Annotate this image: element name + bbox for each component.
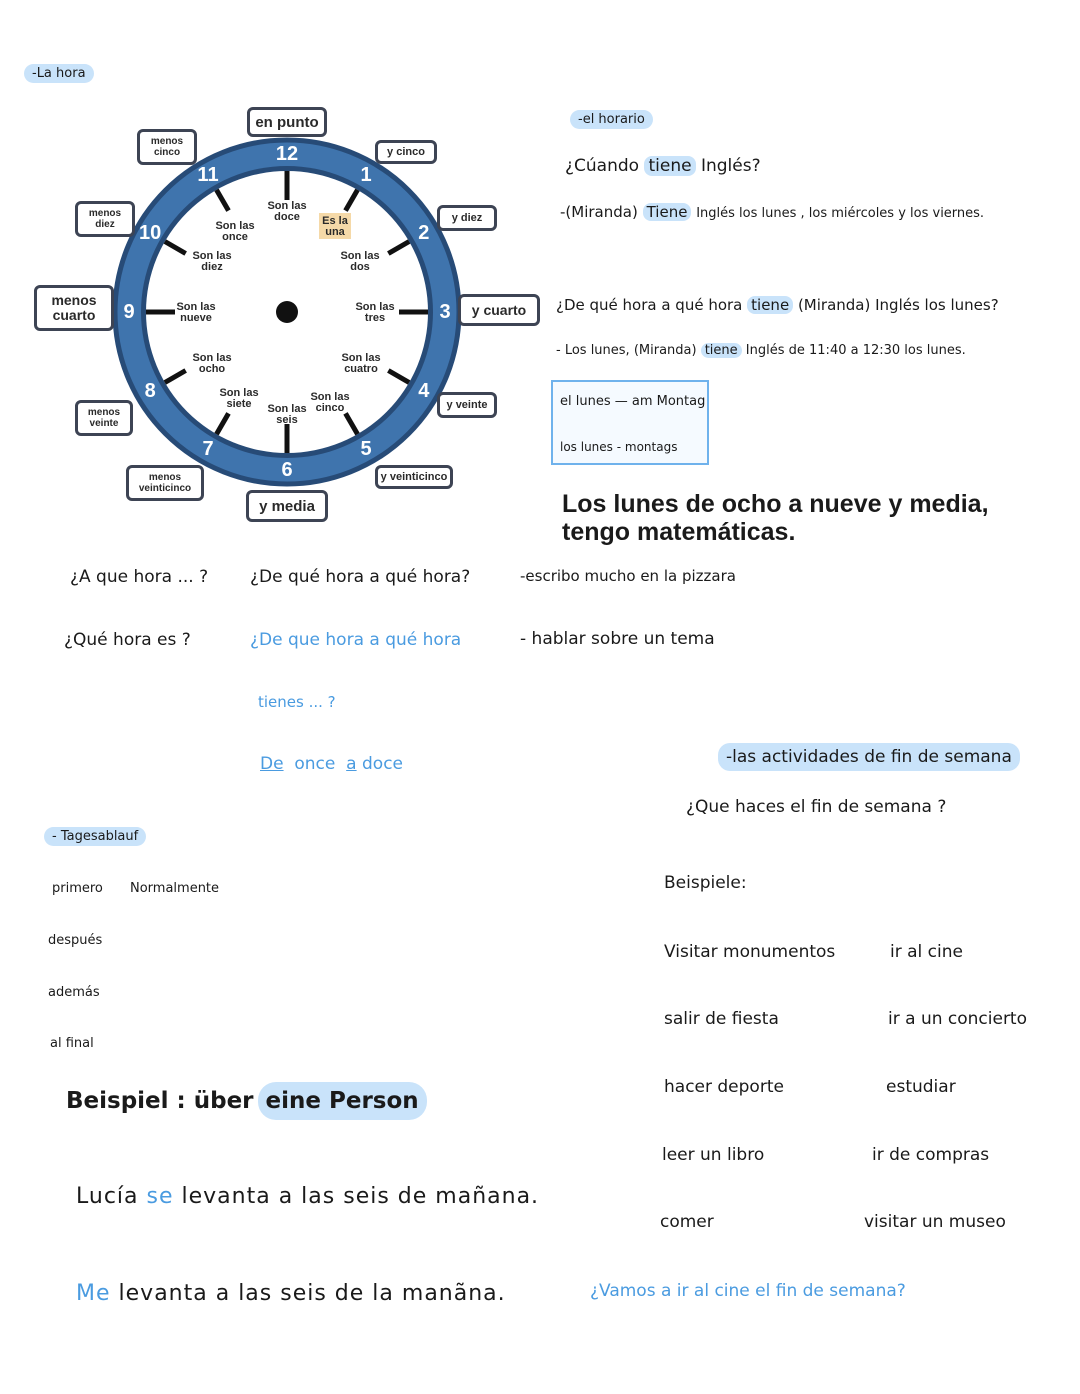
activity-item: hacer deporte xyxy=(664,1077,784,1097)
tag-menos-diez: menos diez xyxy=(75,201,135,237)
activity-item: leer un libro xyxy=(662,1145,765,1165)
label-nueve: Son las nueve xyxy=(176,301,216,324)
question-a-que-hora: ¿A que hora ... ? xyxy=(70,567,209,587)
clock-number-8: 8 xyxy=(144,380,156,402)
clock-number-11: 11 xyxy=(197,164,219,187)
question-de-que-hora-blue: ¿De que hora a qué hora xyxy=(250,630,462,650)
activity-item: estudiar xyxy=(886,1077,956,1097)
clock-number-7: 7 xyxy=(202,437,214,460)
beispiele-label: Beispiele: xyxy=(664,873,747,893)
tag-menos-veinticinco: menos veinticinco xyxy=(126,465,204,501)
label-dos: Son las dos xyxy=(340,250,380,273)
section-heading-actividades: -las actividades de fin de semana xyxy=(718,743,1020,771)
word-primero: primero xyxy=(52,881,103,896)
beispiel-heading: Beispiel : über eine Person xyxy=(66,1088,427,1114)
note-hablar: - hablar sobre un tema xyxy=(520,629,715,649)
activity-item: Visitar monumentos xyxy=(664,942,836,962)
note-escribo: -escribo mucho en la pizzara xyxy=(520,567,736,585)
tag-y-media: y media xyxy=(246,490,328,522)
horario-question-1: ¿Cúando tiene Inglés? xyxy=(565,156,761,176)
activity-item: salir de fiesta xyxy=(664,1009,779,1029)
clock-number-12: 12 xyxy=(275,143,299,165)
tag-y-cinco: y cinco xyxy=(375,140,437,164)
clock-number-10: 10 xyxy=(139,222,162,244)
tag-y-veinte: y veinte xyxy=(437,392,497,418)
activity-item: comer xyxy=(660,1212,714,1232)
label-cuatro: Son las cuatro xyxy=(341,352,381,375)
label-siete: Son las siete xyxy=(219,387,259,410)
question-de-que-hora: ¿De qué hora a qué hora? xyxy=(250,567,471,587)
clock-number-4: 4 xyxy=(418,380,430,402)
translation-box xyxy=(551,380,709,465)
activity-item: ir al cine xyxy=(890,942,963,962)
tag-en-punto: en punto xyxy=(247,107,327,137)
tag-menos-cinco: menos cinco xyxy=(137,129,197,165)
tag-menos-cuarto: menos cuarto xyxy=(34,285,114,331)
horario-answer-1: -(Miranda) Tiene Inglés los lunes , los miércoles y los viernes. xyxy=(560,203,985,221)
section-heading-horario: -el horario xyxy=(570,110,653,129)
activity-item: visitar un museo xyxy=(864,1212,1006,1232)
word-despues: después xyxy=(48,933,103,948)
label-tres: Son las tres xyxy=(355,301,395,324)
word-al-final: al final xyxy=(50,1036,94,1051)
clock-number-1: 1 xyxy=(360,164,372,187)
tag-y-diez: y diez xyxy=(437,205,497,231)
sentence-me: Me levanta a las seis de la manãna. xyxy=(76,1281,506,1306)
clock-number-2: 2 xyxy=(418,222,430,244)
word-normalmente: Normalmente xyxy=(130,881,220,896)
translation-line-2: los lunes - montags xyxy=(560,440,678,454)
question-que-hora-es: ¿Qué hora es ? xyxy=(64,630,191,650)
typed-sentence: Los lunes de ocho a nueve y media, tengo matemáticas. xyxy=(562,490,989,546)
actividades-question: ¿Que haces el fin de semana ? xyxy=(686,797,947,817)
horario-question-2: ¿De qué hora a qué hora tiene (Miranda) Inglés los lunes? xyxy=(556,296,999,314)
clock-figure xyxy=(30,95,540,530)
translation-line-1: el lunes — am Montag xyxy=(560,394,706,409)
section-heading-hora: -La hora xyxy=(24,64,94,83)
activity-item: ir de compras xyxy=(872,1145,990,1165)
label-cinco: Son las cinco xyxy=(310,391,350,414)
section-heading-tagesablauf: - Tagesablauf xyxy=(44,827,146,846)
label-doce: Son las doce xyxy=(267,200,307,223)
clock-center-dot xyxy=(276,301,298,323)
label-diez: Son las diez xyxy=(192,250,232,273)
sentence-lucia: Lucía se levanta a las seis de mañana. xyxy=(76,1184,540,1209)
word-ademas: además xyxy=(48,985,100,1000)
horario-answer-2: - Los lunes, (Miranda) tiene Inglés de 11:40 a 12:30 los lunes. xyxy=(556,343,966,358)
clock-number-9: 9 xyxy=(123,301,135,323)
clock-number-6: 6 xyxy=(281,459,293,481)
activity-item: ir a un concierto xyxy=(888,1009,1027,1029)
closing-question: ¿Vamos a ir al cine el fin de semana? xyxy=(590,1281,906,1301)
question-tienes: tienes ... ? xyxy=(258,693,336,711)
clock-number-5: 5 xyxy=(360,437,372,460)
label-seis: Son las seis xyxy=(267,403,307,426)
tag-menos-veinte: menos veinte xyxy=(75,400,133,436)
tag-y-veinticinco: y veinticinco xyxy=(375,465,453,489)
clock-number-3: 3 xyxy=(439,301,451,323)
tag-y-cuarto: y cuarto xyxy=(458,294,540,326)
label-ocho: Son las ocho xyxy=(192,352,232,375)
label-una: Es la una xyxy=(322,215,348,238)
label-once: Son las once xyxy=(215,220,255,243)
answer-de-once-a-doce: De once a doce xyxy=(260,754,403,774)
